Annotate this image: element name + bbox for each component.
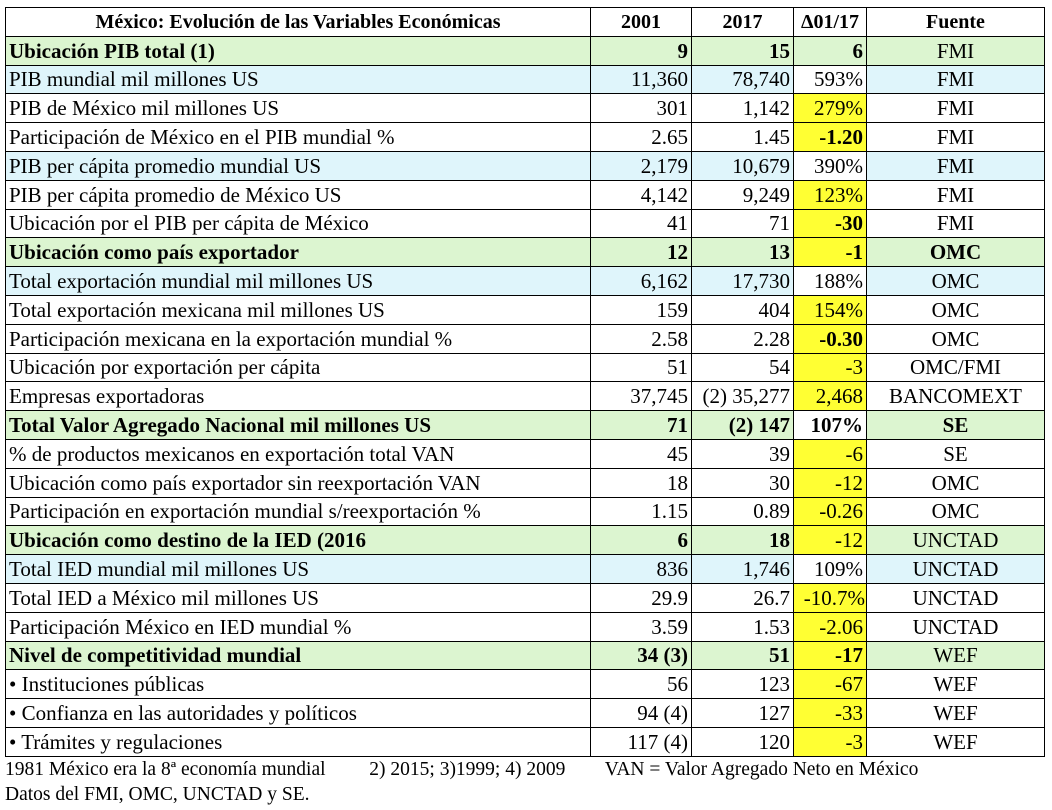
value-2001: 3.59 [591,612,692,641]
value-delta: -0.26 [794,497,867,526]
row-label: Participación de México en el PIB mundial % [6,123,591,152]
value-delta: 123% [794,180,867,209]
row-label: Ubicación por el PIB per cápita de México [6,209,591,238]
value-2001: 45 [591,439,692,468]
value-2017: 0.89 [692,497,794,526]
value-2001: 41 [591,209,692,238]
table-row [6,180,1045,209]
value-source: FMI [867,65,1045,94]
footnote-line-1 [5,759,918,781]
value-delta: -3 [794,727,867,756]
value-2017: 1.45 [692,123,794,152]
value-delta: -10.7% [794,583,867,612]
row-label: • Confianza en las autoridades y políticos [6,699,591,728]
value-delta: 6 [794,36,867,65]
table-header-row [6,8,1045,37]
value-source: SE [867,439,1045,468]
value-source: OMC [867,497,1045,526]
value-2001: 4,142 [591,180,692,209]
value-delta: 279% [794,94,867,123]
value-2017: 9,249 [692,180,794,209]
table-row [6,411,1045,440]
value-source: UNCTAD [867,583,1045,612]
value-delta: -67 [794,670,867,699]
table-row [6,641,1045,670]
table-row [6,151,1045,180]
value-source: BANCOMEXT [867,382,1045,411]
value-source: FMI [867,94,1045,123]
value-2001: 301 [591,94,692,123]
value-2001: 2.65 [591,123,692,152]
value-source: UNCTAD [867,555,1045,584]
value-2001: 94 (4) [591,699,692,728]
value-2017: 51 [692,641,794,670]
value-source: FMI [867,151,1045,180]
value-source: WEF [867,670,1045,699]
row-label: PIB de México mil millones US [6,94,591,123]
value-delta: -12 [794,468,867,497]
table-row [6,295,1045,324]
table-row [6,65,1045,94]
row-label: Participación en exportación mundial s/reexportación % [6,497,591,526]
value-source: WEF [867,699,1045,728]
value-2017: 10,679 [692,151,794,180]
table-row [6,727,1045,756]
value-2017: 78,740 [692,65,794,94]
value-2017: 13 [692,238,794,267]
row-label: PIB per cápita promedio mundial US [6,151,591,180]
value-source: SE [867,411,1045,440]
row-label: Ubicación PIB total (1) [6,36,591,65]
value-2017: 1.53 [692,612,794,641]
table-title: México: Evolución de las Variables Económicas [6,8,591,37]
table-row [6,670,1045,699]
table-row [6,526,1045,555]
value-2017: 54 [692,353,794,382]
row-label: Total IED mundial mil millones US [6,555,591,584]
value-2017: 1,142 [692,94,794,123]
row-label: Participación mexicana en la exportación mundial % [6,324,591,353]
value-source: UNCTAD [867,612,1045,641]
value-2001: 18 [591,468,692,497]
value-delta: -6 [794,439,867,468]
value-delta: -1.20 [794,123,867,152]
row-label: PIB per cápita promedio de México US [6,180,591,209]
value-2001: 37,745 [591,382,692,411]
row-label: Ubicación como país exportador sin reexportación VAN [6,468,591,497]
table-row [6,699,1045,728]
table-row [6,238,1045,267]
value-2017: 18 [692,526,794,555]
footnote-mexico-rank: 1981 México era la 8ª economía mundial [5,759,326,780]
table-row [6,353,1045,382]
value-2001: 1.15 [591,497,692,526]
table-row [6,555,1045,584]
value-2001: 12 [591,238,692,267]
value-source: WEF [867,641,1045,670]
value-delta: 109% [794,555,867,584]
value-2001: 51 [591,353,692,382]
row-label: Ubicación como país exportador [6,238,591,267]
value-2001: 6,162 [591,267,692,296]
value-source: OMC [867,324,1045,353]
value-2001: 117 (4) [591,727,692,756]
table-row [6,612,1045,641]
value-delta: -3 [794,353,867,382]
value-2001: 34 (3) [591,641,692,670]
value-2017: 30 [692,468,794,497]
value-delta: 154% [794,295,867,324]
footnote-years: 2) 2015; 3)1999; 4) 2009 [369,759,566,780]
table-row [6,439,1045,468]
row-label: PIB mundial mil millones US [6,65,591,94]
table-row [6,36,1045,65]
value-delta: -17 [794,641,867,670]
value-2017: 1,746 [692,555,794,584]
table-row [6,123,1045,152]
value-source: OMC [867,238,1045,267]
value-delta: -30 [794,209,867,238]
table-row [6,497,1045,526]
value-source: OMC [867,468,1045,497]
value-2001: 2,179 [591,151,692,180]
value-delta: 107% [794,411,867,440]
value-source: OMC [867,295,1045,324]
value-delta: -12 [794,526,867,555]
value-2017: (2) 35,277 [692,382,794,411]
column-header-2001: 2001 [591,8,692,37]
value-2001: 29.9 [591,583,692,612]
row-label: Ubicación por exportación per cápita [6,353,591,382]
table-row [6,468,1045,497]
table-row [6,583,1045,612]
value-2017: 15 [692,36,794,65]
value-2001: 6 [591,526,692,555]
value-2001: 56 [591,670,692,699]
row-label: Participación México en IED mundial % [6,612,591,641]
value-2017: 123 [692,670,794,699]
row-label: Total exportación mundial mil millones US [6,267,591,296]
value-2017: 120 [692,727,794,756]
value-2017: 127 [692,699,794,728]
value-2017: (2) 147 [692,411,794,440]
value-source: OMC [867,267,1045,296]
value-delta: -2.06 [794,612,867,641]
footnote-van-definition: VAN = Valor Agregado Neto en México [604,759,919,780]
value-2017: 17,730 [692,267,794,296]
table-row [6,324,1045,353]
value-delta: -1 [794,238,867,267]
table-row [6,209,1045,238]
value-source: FMI [867,209,1045,238]
economic-variables-table [5,7,1045,757]
value-2017: 71 [692,209,794,238]
column-header-2017: 2017 [692,8,794,37]
row-label: Ubicación como destino de la IED (2016 [6,526,591,555]
value-2017: 39 [692,439,794,468]
table-row [6,94,1045,123]
value-source: FMI [867,123,1045,152]
value-delta: 390% [794,151,867,180]
row-label: Nivel de competitividad mundial [6,641,591,670]
value-delta: 593% [794,65,867,94]
row-label: Total Valor Agregado Nacional mil millones US [6,411,591,440]
value-delta: 2,468 [794,382,867,411]
value-2001: 11,360 [591,65,692,94]
column-header-delta: Δ01/17 [794,8,867,37]
value-delta: 188% [794,267,867,296]
table-row [6,382,1045,411]
row-label: • Instituciones públicas [6,670,591,699]
value-source: FMI [867,180,1045,209]
value-2017: 404 [692,295,794,324]
value-2001: 159 [591,295,692,324]
row-label: Empresas exportadoras [6,382,591,411]
value-2001: 836 [591,555,692,584]
value-delta: -0.30 [794,324,867,353]
value-2001: 2.58 [591,324,692,353]
row-label: • Trámites y regulaciones [6,727,591,756]
value-2001: 9 [591,36,692,65]
value-2017: 26.7 [692,583,794,612]
table-row [6,267,1045,296]
row-label: Total exportación mexicana mil millones US [6,295,591,324]
value-source: WEF [867,727,1045,756]
column-header-source: Fuente [867,8,1045,37]
value-source: OMC/FMI [867,353,1045,382]
value-source: UNCTAD [867,526,1045,555]
row-label: Total IED a México mil millones US [6,583,591,612]
row-label: % de productos mexicanos en exportación total VAN [6,439,591,468]
value-2001: 71 [591,411,692,440]
value-source: FMI [867,36,1045,65]
footnote-line-2: Datos del FMI, OMC, UNCTAD y SE. [5,784,310,805]
value-delta: -33 [794,699,867,728]
value-2017: 2.28 [692,324,794,353]
